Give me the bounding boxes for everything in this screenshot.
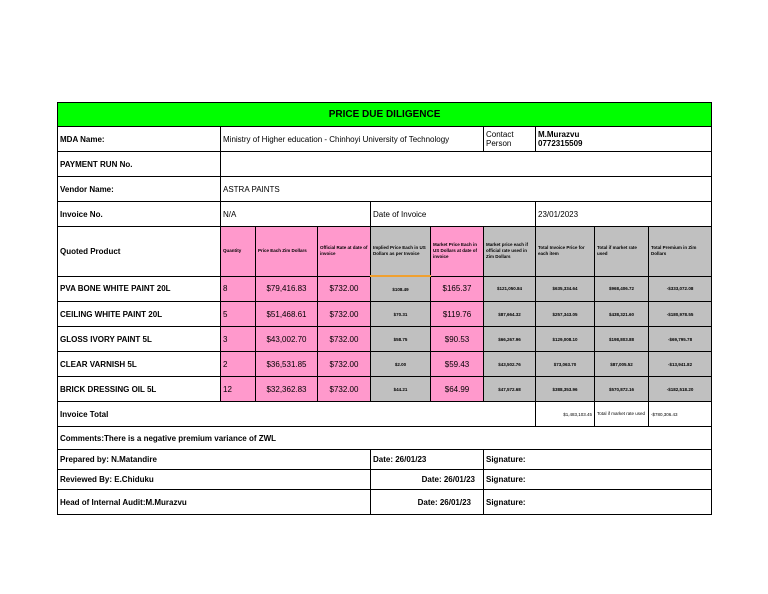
market-usd-cell: $64.99: [431, 377, 484, 402]
contact-name: M.Murazvu: [538, 130, 580, 139]
price-zim-cell: $32,362.83: [256, 377, 318, 402]
total-invoice-cell: $129,008.10: [536, 327, 595, 352]
quantity-cell: 2: [221, 352, 256, 377]
product-name: CLEAR VARNISH 5L: [58, 352, 221, 377]
head-audit-signature: Signature:: [484, 490, 712, 515]
market-zim-cell: $47,572.68: [484, 377, 536, 402]
official-rate-cell: $732.00: [318, 302, 371, 327]
total-invoice-cell: $73,063.70: [536, 352, 595, 377]
implied-usd-cell: $108.49: [371, 276, 431, 302]
comments: Comments:There is a negative premium variance of ZWL: [58, 427, 712, 450]
total-market-cell: $87,005.52: [595, 352, 649, 377]
market-usd-cell: $59.43: [431, 352, 484, 377]
prepared-signature: Signature:: [484, 450, 712, 470]
total-market-cell: $438,321.60: [595, 302, 649, 327]
reviewed-by: Reviewed By: E.Chiduku: [58, 470, 371, 490]
contact-person-value: [536, 127, 712, 152]
mda-value: Ministry of Higher education - Chinhoyi University of Technology: [221, 127, 484, 152]
header-official-rate: Official Rate at date of invoice: [318, 227, 371, 277]
page-title: PRICE DUE DILIGENCE: [58, 103, 712, 127]
invoice-total-label: Invoice Total: [58, 402, 536, 427]
quantity-cell: 8: [221, 276, 256, 302]
price-zim-cell: $51,468.61: [256, 302, 318, 327]
market-usd-cell: $90.53: [431, 327, 484, 352]
head-audit-date: Date: 26/01/23: [371, 490, 484, 515]
header-total-market: Total if market rate used: [595, 227, 649, 277]
invoice-date-value: 23/01/2023: [536, 202, 712, 227]
contact-phone: 0772315509: [538, 139, 583, 148]
header-product: Quoted Product: [58, 227, 221, 277]
head-audit: Head of Internal Audit:M.Murazvu: [58, 490, 371, 515]
market-usd-cell: $119.76: [431, 302, 484, 327]
table-row: [58, 377, 712, 402]
product-name: GLOSS IVORY PAINT 5L: [58, 327, 221, 352]
implied-usd-cell: $70.31: [371, 302, 431, 327]
header-price-zim: Price Each Zim Dollars: [256, 227, 318, 277]
total-premium-cell: -$333,072.08: [649, 276, 712, 302]
implied-usd-cell: $58.75: [371, 327, 431, 352]
vendor-value: ASTRA PAINTS: [221, 177, 712, 202]
official-rate-cell: $732.00: [318, 276, 371, 302]
implied-usd-cell: $44.21: [371, 377, 431, 402]
table-row: [58, 276, 712, 302]
market-zim-cell: $87,664.32: [484, 302, 536, 327]
quantity-cell: 3: [221, 327, 256, 352]
total-market-cell: $198,803.88: [595, 327, 649, 352]
market-zim-cell: $121,050.84: [484, 276, 536, 302]
total-invoice-cell: $257,343.05: [536, 302, 595, 327]
official-rate-cell: $732.00: [318, 352, 371, 377]
total-market-cell: $570,872.16: [595, 377, 649, 402]
header-total-invoice: Total Invoice Price for each item: [536, 227, 595, 277]
total-invoice-cell: $635,334.64: [536, 276, 595, 302]
table-row: [58, 352, 712, 377]
invoice-date-label: Date of Invoice: [371, 202, 536, 227]
official-rate-cell: $732.00: [318, 327, 371, 352]
total-premium-cell: -$182,518.20: [649, 377, 712, 402]
total-invoice-cell: $388,353.96: [536, 377, 595, 402]
header-total-premium: Total Premium in Zim Dollars: [649, 227, 712, 277]
price-zim-cell: $79,416.83: [256, 276, 318, 302]
invoice-total-value: $1,483,103.45: [536, 402, 595, 427]
total-premium-cell: -$180,978.55: [649, 302, 712, 327]
price-due-diligence-table: [57, 102, 712, 515]
payment-run-value: [221, 152, 712, 177]
total-premium-cell: -$13,941.82: [649, 352, 712, 377]
price-zim-cell: $43,002.70: [256, 327, 318, 352]
mda-label: MDA Name:: [58, 127, 221, 152]
table-row: [58, 302, 712, 327]
total-premium-cell: -$69,795.78: [649, 327, 712, 352]
product-name: BRICK DRESSING OIL 5L: [58, 377, 221, 402]
quantity-cell: 5: [221, 302, 256, 327]
market-total-label: Total if market rate used: [595, 402, 649, 427]
prepared-by: Prepared by: N.Matandire: [58, 450, 371, 470]
header-implied-usd: Implied Price Each in US Dollars as per Invoice: [371, 227, 431, 277]
contact-person-label: [484, 127, 536, 152]
prepared-date: Date: 26/01/23: [371, 450, 484, 470]
quantity-cell: 12: [221, 377, 256, 402]
vendor-label: Vendor Name:: [58, 177, 221, 202]
reviewed-signature: Signature:: [484, 470, 712, 490]
market-zim-cell: $43,502.76: [484, 352, 536, 377]
product-name: PVA BONE WHITE PAINT 20L: [58, 276, 221, 302]
invoice-no-value: N/A: [221, 202, 371, 227]
header-market-usd: Market Price Each in US Dollars at date of invoice: [431, 227, 484, 277]
official-rate-cell: $732.00: [318, 377, 371, 402]
total-market-cell: $968,406.72: [595, 276, 649, 302]
premium-total-value: -$780,306.43: [649, 402, 712, 427]
reviewed-date: Date: 26/01/23: [371, 470, 484, 490]
price-zim-cell: $36,531.85: [256, 352, 318, 377]
header-market-zim: Market price each if official rate used in Zim Dollars: [484, 227, 536, 277]
contact-label-line1: Contact: [486, 130, 514, 139]
invoice-no-label: Invoice No.: [58, 202, 221, 227]
header-quantity: Quantity: [221, 227, 256, 277]
payment-run-label: PAYMENT RUN No.: [58, 152, 221, 177]
product-name: CEILING WHITE PAINT 20L: [58, 302, 221, 327]
implied-usd-cell: $2.00: [371, 352, 431, 377]
market-usd-cell: $165.37: [431, 276, 484, 302]
market-zim-cell: $66,267.96: [484, 327, 536, 352]
table-row: [58, 327, 712, 352]
contact-label-line2: Person: [486, 139, 512, 148]
